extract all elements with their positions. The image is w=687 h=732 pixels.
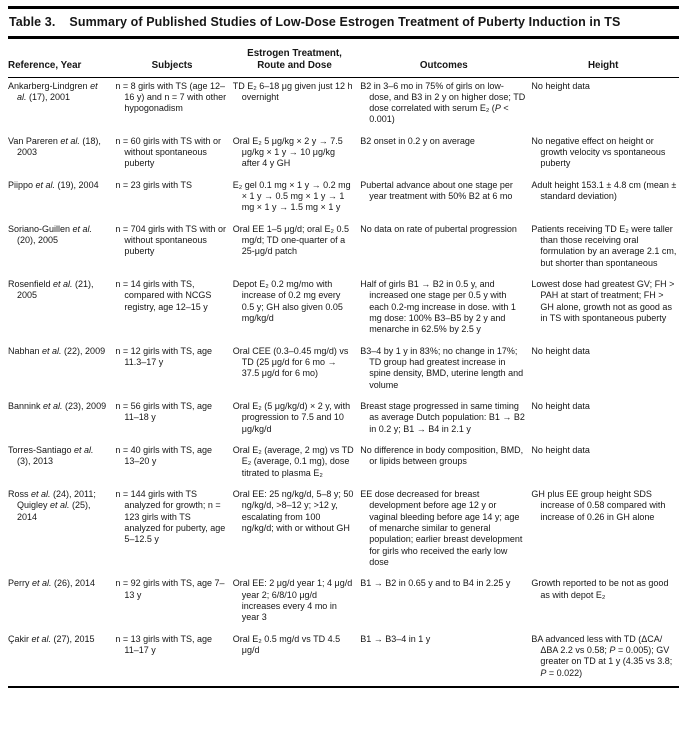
table-row [8,177,679,221]
cell-treatment: Depot E₂ 0.2 mg/mo with increase of 0.2 mg every 0.5 y; GH also given 0.05 mg/kg/d [232,279,343,324]
cell-reference: Piippo et al. (19), 2004 [8,179,99,190]
cell-subjects: n = 23 girls with TS [115,179,192,190]
cell-height: No height data [531,345,590,356]
cell-subjects: n = 144 girls with TS analyzed for growth; n = 123 girls with TS analyzed for puberty, age 5–12.5 y [115,489,226,545]
cell-treatment: TD E₂ 6–18 μg given just 12 h overnight [232,80,353,102]
cell-subjects: n = 60 girls with TS with or without spontaneous puberty [115,135,221,169]
table-number: Table 3. [9,15,56,29]
table-row [8,77,679,133]
column-header-outcomes: Outcomes [360,39,531,77]
cell-outcomes: EE dose decreased for breast development before age 12 y or vaginal bleeding before age 14 y; age of menarche similar to general population; earlier breast development for girls who received the early low dose [360,489,523,567]
column-header-subjects: Subjects [115,39,232,77]
cell-reference: Van Pareren et al. (18), 2003 [8,135,101,158]
cell-subjects: n = 704 girls with TS with or without spontaneous puberty [115,223,226,257]
cell-outcomes: Half of girls B1 → B2 in 0.5 y, and increased one stage per 0.5 y with each 0.2-mg increase in dose. with 1 mg dose: 100% B3–B5 by 2 y and menarche in 62.5% by 2.5 y [360,279,516,335]
cell-subjects: n = 14 girls with TS, compared with NCGS registry, age 12–15 y [115,279,212,312]
cell-outcomes: Breast stage progressed in same timing as average Dutch population: B1 → B2 in 0.2 y; B1 → B4 in 2.1 y [360,401,525,434]
table-row [8,575,679,630]
cell-outcomes: No difference in body composition, BMD, or lipids between groups [360,445,524,467]
cell-height: No height data [531,80,590,91]
table-body [8,77,679,686]
cell-subjects: n = 92 girls with TS, age 7–13 y [115,578,225,600]
cell-outcomes: B2 in 3–6 mo in 75% of girls on low-dose, and B3 in 2 y on higher dose; TD dose correlated with serum E₂ (P < 0.001) [360,80,526,125]
cell-reference: Bannink et al. (23), 2009 [8,401,107,412]
column-header-height: Height [531,39,679,77]
cell-subjects: n = 8 girls with TS (age 12–16 y) and n = 7 with other hypogonadism [115,80,227,114]
cell-outcomes: B2 onset in 0.2 y on average [360,135,475,146]
column-header-treatment: Estrogen Treatment, Route and Dose [233,39,360,77]
cell-height: No height data [531,445,590,456]
table-row [8,486,679,575]
cell-treatment: Oral EE: 2 μg/d year 1; 4 μg/d year 2; 6/8/10 μg/d increases every 4 mo in year 3 [232,578,353,623]
cell-reference: Torres-Santiago et al. (3), 2013 [8,445,94,467]
cell-subjects: n = 13 girls with TS, age 11–17 y [115,633,212,655]
cell-subjects: n = 40 girls with TS, age 13–20 y [115,445,212,467]
cell-treatment: Oral E₂ 0.5 mg/d vs TD 4.5 μg/d [232,633,341,655]
table-header [8,39,679,77]
table-row [8,276,679,343]
cell-outcomes: Pubertal advance about one stage per year treatment with 50% B2 at 6 mo [360,179,513,202]
studies-table [8,39,679,686]
cell-height: Adult height 153.1 ± 4.8 cm (mean ± standard deviation) [531,179,677,202]
cell-height: No height data [531,401,590,412]
cell-reference: Perry et al. (26), 2014 [8,578,96,589]
cell-outcomes: B1 → B2 in 0.65 y and to B4 in 2.25 y [360,578,511,589]
cell-treatment: Oral CEE (0.3–0.45 mg/d) vs TD (25 μg/d for 6 mo → 37.5 μg/d for 6 mo) [232,345,349,379]
cell-reference: Ross et al. (24), 2011; Quigley et al. (25), 2014 [8,489,96,522]
cell-height: No negative effect on height or growth velocity vs spontaneous puberty [531,135,666,169]
cell-outcomes: No data on rate of pubertal progression [360,223,517,234]
cell-treatment: Oral E₂ (average, 2 mg) vs TD E₂ (average, 0.1 mg), dose titrated to plasma E₂ [232,445,354,478]
table-row [8,442,679,486]
cell-treatment: Oral EE 1–5 μg/d; oral E₂ 0.5 mg/d; TD one-quarter of a 25-μg/d patch [232,223,350,257]
cell-height: Lowest dose had greatest GV; FH > PAH at start of treatment; FH > GH alone, growth not as good as in TS with spontaneous puberty [531,279,675,324]
cell-reference: Çakir et al. (27), 2015 [8,633,95,644]
table-row [8,133,679,177]
table-row [8,221,679,276]
cell-treatment: Oral E₂ 5 μg/kg × 2 y → 7.5 μg/kg × 1 y → 10 μg/kg after 4 y GH [232,135,343,169]
table-row [8,631,679,686]
cell-reference: Rosenfield et al. (21), 2005 [8,279,94,301]
column-header-reference: Reference, Year [8,39,115,77]
table-wrapper [8,39,679,688]
cell-subjects: n = 56 girls with TS, age 11–18 y [115,401,212,423]
table-title [8,6,679,39]
cell-height: BA advanced less with TD (ΔCA/ΔBA 2.2 vs 0.58; P = 0.005); GV greater on TD at 1 y (4.35 vs 3.8; P = 0.022) [531,633,673,678]
cell-outcomes: B1 → B3–4 in 1 y [360,633,431,644]
cell-outcomes: B3–4 by 1 y in 83%; no change in 17%; TD group had greatest increase in spine density, BMD, uterine length and volume [360,345,524,390]
cell-reference: Soriano-Guillen et al. (20), 2005 [8,223,93,246]
cell-height: GH plus EE group height SDS increase of 0.58 compared with increase of 0.26 in GH alone [531,489,666,522]
cell-subjects: n = 12 girls with TS, age 11.3–17 y [115,345,212,368]
cell-treatment: Oral EE: 25 ng/kg/d, 5–8 y; 50 ng/kg/d, >8–12 y; >12 y, escalating from 100 ng/kg/d; with or without GH [232,489,354,533]
table-title-text: Summary of Published Studies of Low-Dose Estrogen Treatment of Puberty Induction in TS [69,15,621,29]
cell-treatment: E₂ gel 0.1 mg × 1 y → 0.2 mg × 1 y → 0.5 mg × 1 y → 1 mg × 1 y → 1.5 mg × 1 y [232,179,351,213]
table-row [8,398,679,442]
cell-treatment: Oral E₂ (5 μg/kg/d) × 2 y, with progression to 7.5 and 10 μg/kg/d [232,401,351,434]
cell-height: Growth reported to be not as good as with depot E₂ [531,578,669,600]
cell-reference: Ankarberg-Lindgren et al. (17), 2001 [8,80,98,102]
cell-height: Patients receiving TD E₂ were taller than those receiving oral formulation by an average 2.1 cm, but shorter than spontaneous [531,223,677,268]
cell-reference: Nabhan et al. (22), 2009 [8,345,106,356]
table-row [8,343,679,398]
